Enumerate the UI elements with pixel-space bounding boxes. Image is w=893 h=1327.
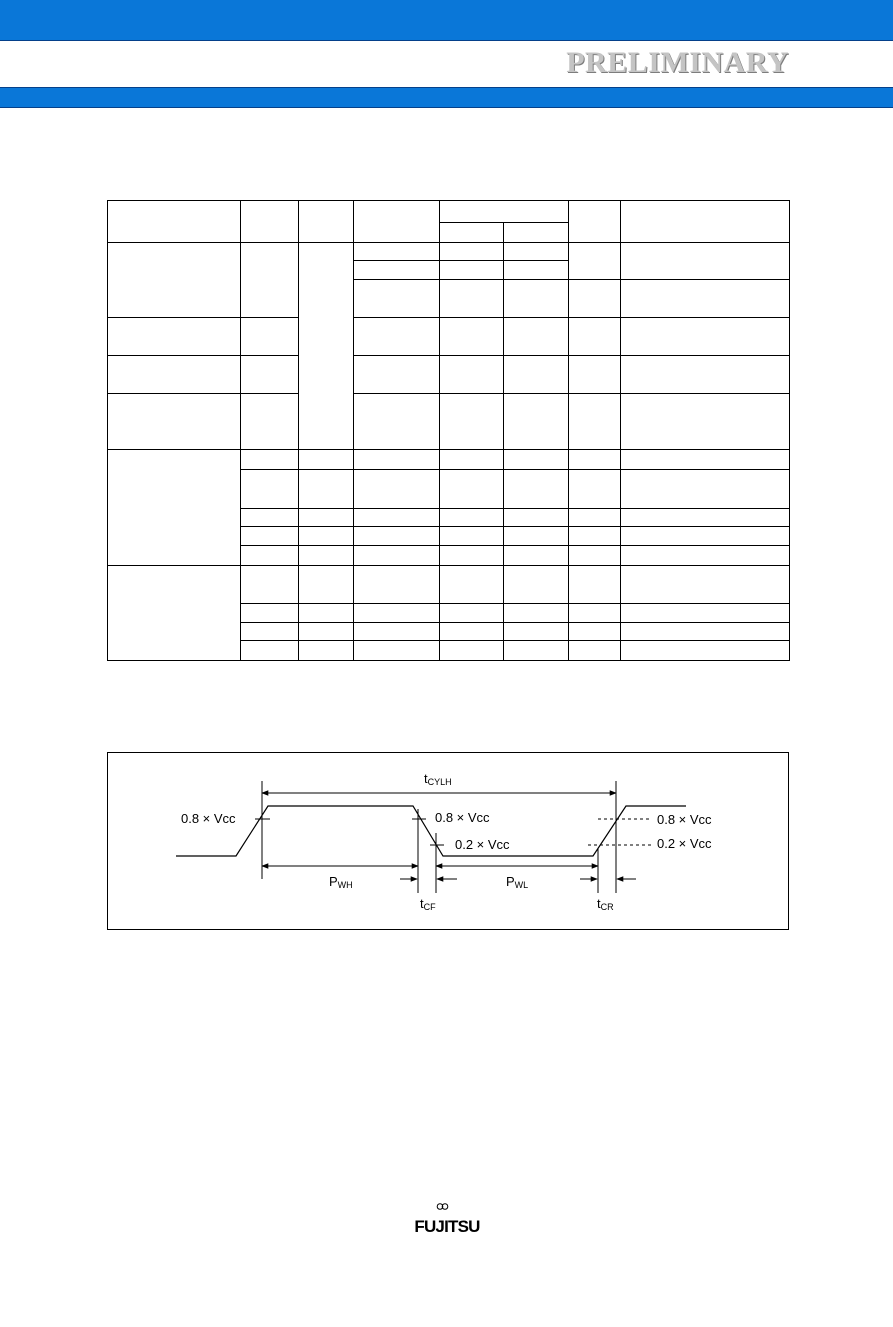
table-cell [569, 509, 621, 527]
table-row [108, 566, 790, 604]
table-cell [299, 509, 354, 527]
table-cell [299, 641, 354, 661]
table-cell [569, 450, 621, 470]
table-cell [108, 566, 241, 661]
high-threshold-label-right: 0.8 × Vcc [657, 812, 712, 827]
table-cell [299, 470, 354, 509]
table-row [108, 356, 790, 394]
table-cell [504, 604, 569, 623]
table-cell [569, 243, 621, 280]
table-cell [354, 450, 440, 470]
infinity-mark-icon [437, 1204, 448, 1210]
timing-diagram-svg [108, 753, 790, 931]
table-cell [621, 394, 790, 450]
table-cell [354, 318, 440, 356]
table-cell [621, 470, 790, 509]
high-threshold-label-left: 0.8 × Vcc [181, 811, 236, 826]
table-cell [241, 546, 299, 566]
table-cell [504, 641, 569, 661]
table-row [108, 201, 790, 223]
table-cell [621, 201, 790, 243]
table-cell [504, 623, 569, 641]
table-cell [354, 527, 440, 546]
table-cell [108, 201, 241, 243]
table-cell [504, 450, 569, 470]
logo-text: FUJITSU [414, 1217, 480, 1236]
table-cell [621, 641, 790, 661]
table-cell [354, 623, 440, 641]
table-cell [440, 546, 504, 566]
table-cell [440, 223, 504, 243]
clock-waveform [176, 806, 686, 856]
table-cell [569, 623, 621, 641]
table-cell [299, 243, 354, 450]
table-cell [241, 394, 299, 450]
table-cell [621, 509, 790, 527]
table-cell [569, 318, 621, 356]
table-cell [299, 450, 354, 470]
table-cell [241, 509, 299, 527]
low-threshold-label-mid: 0.2 × Vcc [455, 837, 510, 852]
period-label: tCYLH [424, 771, 452, 787]
fujitsu-logo [412, 1200, 482, 1240]
table-cell [440, 641, 504, 661]
table-cell [504, 566, 569, 604]
table-cell [354, 280, 440, 318]
table-cell [504, 527, 569, 546]
table-cell [621, 527, 790, 546]
table-cell [504, 394, 569, 450]
table-cell [569, 201, 621, 243]
table-cell [569, 356, 621, 394]
table-cell [621, 280, 790, 318]
table-cell [354, 470, 440, 509]
table-cell [569, 280, 621, 318]
header-bottom-band [0, 87, 893, 108]
table-cell [108, 394, 241, 450]
timing-diagram [107, 752, 789, 930]
table-cell [621, 604, 790, 623]
table-cell [569, 527, 621, 546]
rise-time-label: tCR [597, 896, 614, 912]
table-cell [440, 450, 504, 470]
table-cell [569, 546, 621, 566]
table-cell [354, 546, 440, 566]
table-cell [569, 604, 621, 623]
preliminary-banner: PRELIMINARY [566, 46, 789, 79]
table-cell [354, 261, 440, 280]
table-cell [440, 243, 504, 261]
ac-characteristics-table [107, 200, 790, 661]
table-cell [569, 394, 621, 450]
table-cell [440, 261, 504, 280]
table-cell [108, 356, 241, 394]
table-cell [504, 261, 569, 280]
table-cell [241, 201, 299, 243]
header-top-band [0, 0, 893, 41]
table-cell [621, 623, 790, 641]
table-cell [621, 318, 790, 356]
table-cell [299, 546, 354, 566]
table-cell [504, 509, 569, 527]
table-cell [569, 566, 621, 604]
table-cell [621, 356, 790, 394]
table-cell [354, 566, 440, 604]
table-cell [108, 450, 241, 566]
table-cell [354, 356, 440, 394]
table-cell [241, 641, 299, 661]
table-cell [354, 243, 440, 261]
table-cell [569, 641, 621, 661]
table-cell [108, 318, 241, 356]
table-cell [621, 450, 790, 470]
table-cell [504, 318, 569, 356]
table-cell [354, 509, 440, 527]
table-cell [440, 356, 504, 394]
table-cell [569, 470, 621, 509]
table-row [108, 394, 790, 450]
table-cell [621, 243, 790, 280]
low-threshold-label-right: 0.2 × Vcc [657, 836, 712, 851]
table-cell [354, 641, 440, 661]
table-cell [299, 566, 354, 604]
table-cell [621, 546, 790, 566]
pulse-width-high-label: PWH [329, 874, 353, 890]
fall-time-label: tCF [420, 896, 436, 912]
table-cell [440, 623, 504, 641]
table-cell [440, 318, 504, 356]
table-cell [504, 223, 569, 243]
table-cell [440, 201, 569, 223]
table-cell [299, 527, 354, 546]
table-cell [354, 394, 440, 450]
table-cell [241, 243, 299, 318]
table-cell [241, 356, 299, 394]
table-cell [299, 604, 354, 623]
table-cell [504, 356, 569, 394]
table-cell [440, 280, 504, 318]
pulse-width-low-label: PWL [506, 874, 529, 890]
table-cell [440, 604, 504, 623]
table-cell [241, 566, 299, 604]
table-cell [241, 450, 299, 470]
table-cell [354, 604, 440, 623]
table-cell [354, 201, 440, 243]
table-cell [440, 527, 504, 546]
table-cell [504, 470, 569, 509]
table-cell [621, 566, 790, 604]
table-cell [241, 623, 299, 641]
table-row [108, 450, 790, 470]
table-cell [108, 243, 241, 318]
table-cell [440, 470, 504, 509]
table-cell [241, 318, 299, 356]
high-threshold-label-mid: 0.8 × Vcc [435, 810, 490, 825]
table-cell [241, 604, 299, 623]
table-cell [241, 470, 299, 509]
table-cell [440, 509, 504, 527]
table-cell [299, 623, 354, 641]
table-cell [299, 201, 354, 243]
table-cell [504, 243, 569, 261]
table-cell [504, 280, 569, 318]
table-row [108, 318, 790, 356]
table-cell [440, 394, 504, 450]
table-row [108, 243, 790, 261]
table-cell [440, 566, 504, 604]
table-cell [504, 546, 569, 566]
table-cell [241, 527, 299, 546]
